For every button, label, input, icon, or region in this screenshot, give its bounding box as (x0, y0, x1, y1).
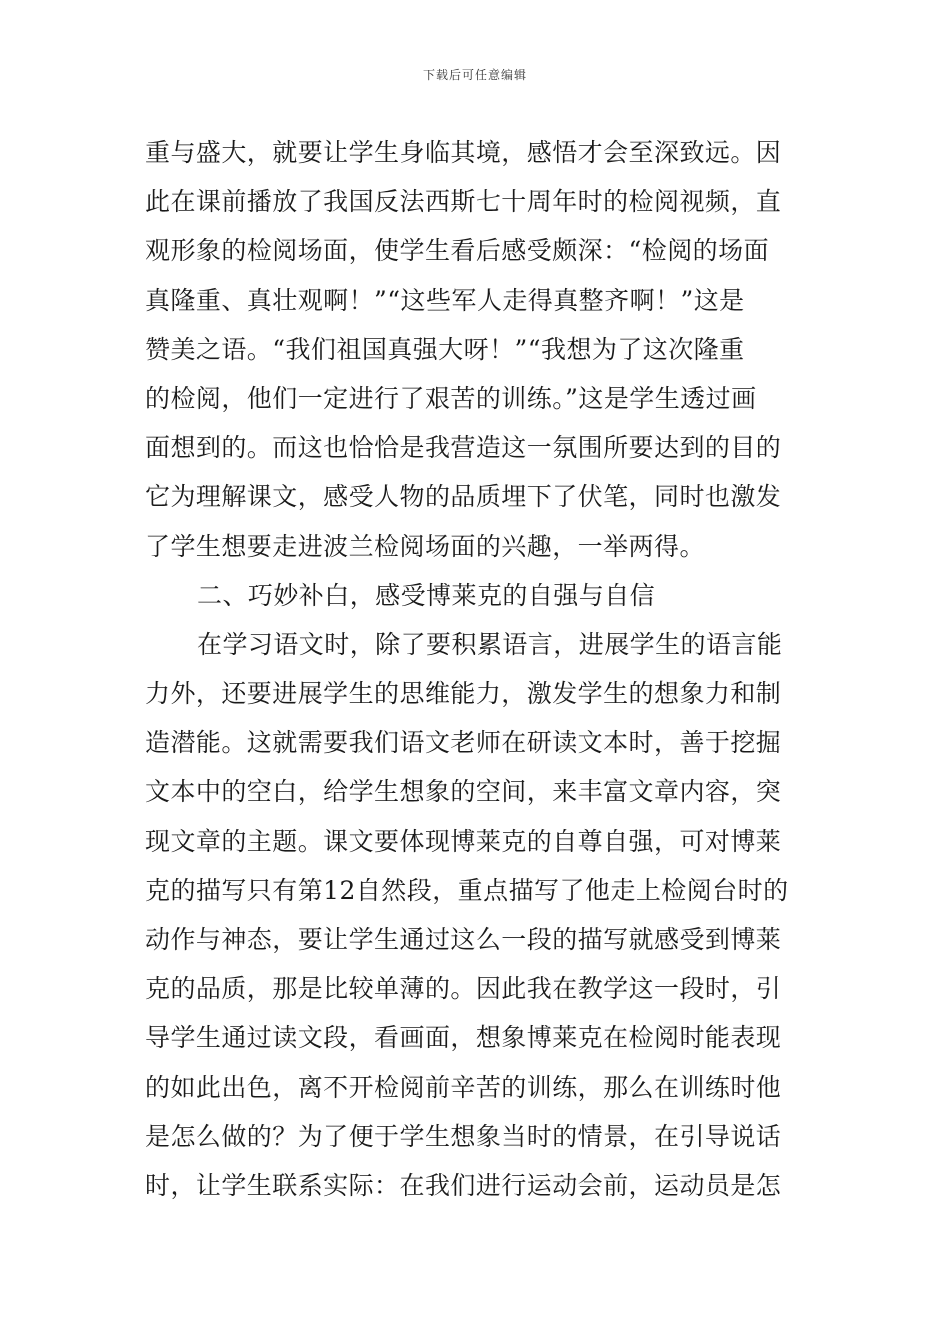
text-line: 克的描写只有第12自然段，重点描写了他走上检阅台时的 (145, 875, 789, 905)
text-line: 的如此出色，离不开检阅前辛苦的训练，那么在训练时他 (145, 1072, 782, 1102)
text-line: 的检阅，他们一定进行了艰苦的训练。”这是学生透过画 (145, 383, 757, 413)
text-line: 了学生想要走进波兰检阅场面的兴趣，一举两得。 (145, 531, 705, 561)
section-heading: 二、巧妙补白，感受博莱克的自强与自信 (197, 580, 656, 610)
text-line: 造潜能。这就需要我们语文老师在研读文本时，善于挖掘 (145, 728, 782, 758)
text-line: 面想到的。而这也恰恰是我营造这一氛围所要达到的目的 (145, 433, 782, 463)
text-line: 观形象的检阅场面，使学生看后感受颇深：“检阅的场面 (145, 236, 770, 266)
text-line: 赞美之语。“我们祖国真强大呀！”“我想为了这次隆重 (145, 334, 745, 364)
text-line: 力外，还要进展学生的思维能力，激发学生的想象力和制 (145, 679, 782, 709)
header-note: 下载后可任意编辑 (422, 68, 527, 82)
text-line: 它为理解课文，感受人物的品质埋下了伏笔，同时也激发 (145, 482, 782, 512)
paragraph-first-line: 在学习语文时，除了要积累语言，进展学生的语言能 (197, 629, 783, 659)
text-line: 真隆重、真壮观啊！”“这些军人走得真整齐啊！”这是 (145, 285, 745, 315)
body-text (145, 128, 810, 1210)
text-line: 时，让学生联系实际：在我们进行运动会前，运动员是怎 (145, 1170, 782, 1200)
text-line: 文本中的空白，给学生想象的空间，来丰富文章内容，突 (145, 777, 782, 807)
text-line: 是怎么做的？为了便于学生想象当时的情景，在引导说话 (145, 1121, 782, 1151)
text-line: 克的品质，那是比较单薄的。因此我在教学这一段时，引 (145, 974, 782, 1004)
text-line: 动作与神态，要让学生通过这么一段的描写就感受到博莱 (145, 925, 782, 954)
text-line: 此在课前播放了我国反法西斯七十周年时的检阅视频，直 (145, 187, 782, 217)
text-line: 导学生通过读文段，看画面，想象博莱克在检阅时能表现 (145, 1023, 782, 1053)
text-line: 重与盛大，就要让学生身临其境，感悟才会至深致远。因 (145, 138, 782, 167)
text-line: 现文章的主题。课文要体现博莱克的自尊自强，可对博莱 (145, 826, 782, 856)
